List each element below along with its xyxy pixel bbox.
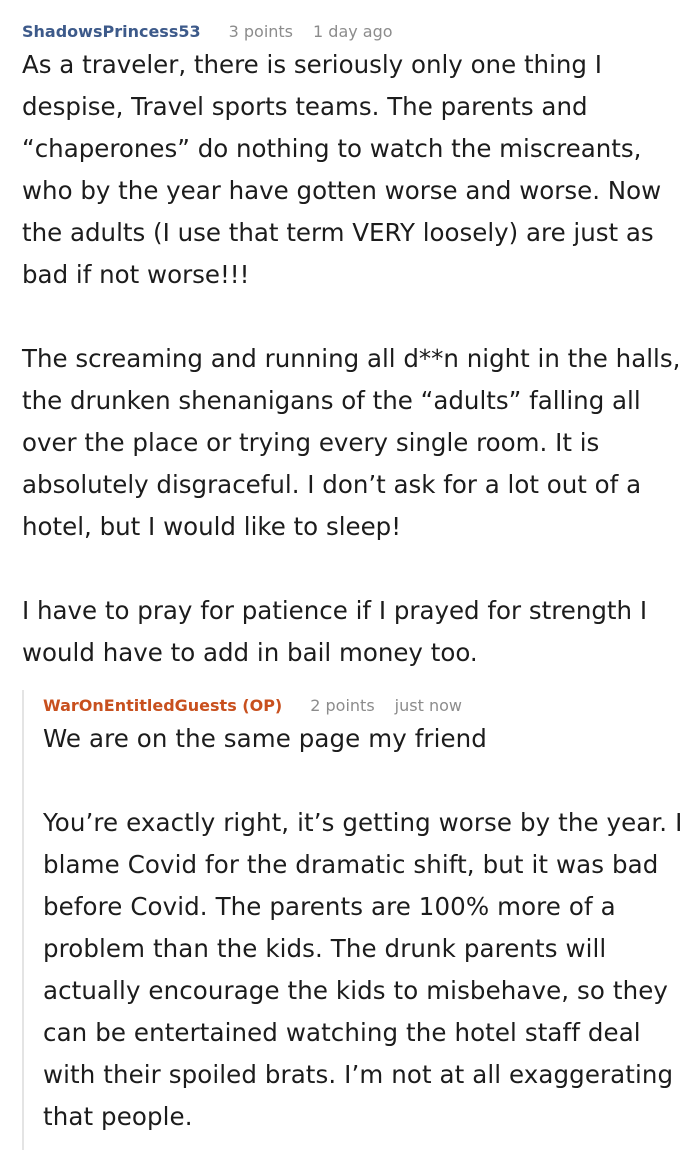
comment-paragraph: As a traveler, there is seriously only one thing I despise, Travel sports teams. The parents and “chaperones” do nothing to watch the miscreants, who by the year have gotten worse and worse. Now the adults (I use that term VERY loosely) are just as bad if not worse!!!: [22, 50, 662, 289]
comment-paragraph: The screaming and running all d**n night in the halls, the drunken shenanigans of the “adults” falling all over the place or trying every single room. It is absolutely disgraceful. I don’t ask for a lot out of a hotel, but I would like to sleep!: [22, 344, 681, 541]
reply-paragraph: We are on the same page my friend: [43, 724, 487, 753]
comment-timestamp[interactable]: 1 day ago: [313, 21, 393, 41]
reply-body: [43, 718, 683, 1138]
comment-points: 3 points: [228, 21, 294, 41]
comment-author-link[interactable]: ShadowsPrincess53: [22, 21, 201, 41]
reply-comment: [43, 692, 683, 1138]
reply-author-link[interactable]: WarOnEntitledGuests (OP): [43, 695, 283, 715]
reply-thread-line[interactable]: [22, 690, 692, 1150]
reply-timestamp[interactable]: just now: [394, 695, 462, 715]
reply-paragraph: You’re exactly right, it’s getting worse by the year. I blame Covid for the dramatic shift, but it was bad before Covid. The parents are 100% more of a problem than the kids. The drunk parents will actually encourage the kids to misbehave, so they can be entertained watching the hotel staff deal with their spoiled brats. I’m not at all exaggerating that people.: [43, 808, 683, 1131]
reply-meta: [43, 692, 683, 718]
comment-paragraph: I have to pray for patience if I prayed for strength I would have to add in bail money too.: [22, 596, 648, 667]
comment: [22, 18, 692, 674]
reply-points: 2 points: [310, 695, 375, 715]
comment-meta: [22, 18, 692, 44]
comment-body: [22, 44, 692, 674]
